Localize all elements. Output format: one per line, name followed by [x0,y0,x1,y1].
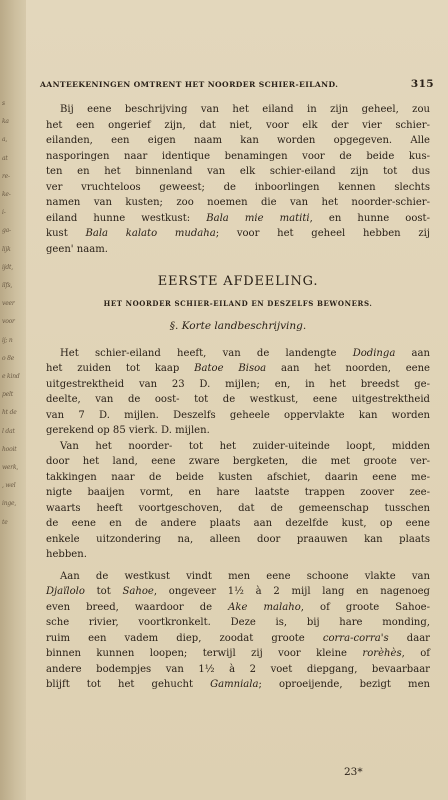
gutter-fragment: ht de [2,409,17,417]
text-line: blijft tot het gehucht Gamniala; oproeijende, bezigt men [46,679,430,690]
gutter-fragment: re- [2,172,10,180]
chapter-subheading: HET NOORDER SCHIER-EILAND EN DESZELFS BEWONERS. [103,298,373,308]
paragraph-1 [46,346,430,439]
gutter-fragment: ke- [2,191,11,198]
text-line: nasporingen naar identique benamingen voor de beide kus- [46,150,430,162]
gutter-fragment: ga- [2,227,11,235]
place-name: Djaïlolo [46,586,85,597]
text-line: namen van kusten; zoo noemen die van het noorder-schier- [46,197,430,208]
body-text [46,102,430,693]
facing-page-gutter [0,0,27,800]
signature-mark: 23* [344,766,363,778]
running-head-title: AANTEEKENINGEN OMTRENT HET NOORDER SCHIER-EILAND. [40,80,339,89]
text-line: waarts heeft voortgeschoven, dat de gemeenschap tusschen [46,502,430,514]
gutter-fragment: voor [2,318,15,326]
page-number: 315 [410,78,434,90]
text-line: van 7 D. mijlen. Deszelfs geheele oppervlakte kan worden [46,409,430,421]
gutter-fragment: werk, [2,464,19,471]
text-line: eiland hunne westkust: Bala mie matiti, en hunne oost- [46,212,430,224]
boat-term: corra-corra's [322,632,389,644]
place-name: Gamniala [210,679,259,690]
paragraph-2 [46,439,430,563]
running-head [40,78,434,94]
text-line: gerekend op 85 vierk. D. mijlen. [46,425,210,436]
text-line: binnen kunnen loopen; terwijl zij voor kleine rorèhès, of [46,648,430,659]
text-line: eilanden, een eigen naam kan worden opgegeven. Alle [46,135,430,146]
gutter-fragment: inge, [2,500,17,508]
river-name: Ake malaho [228,601,301,613]
text-line: geen' naam. [46,243,108,255]
place-name: Sahoe [122,586,154,597]
gutter-fragment: te [2,518,8,526]
gutter-fragment: veer [2,300,15,308]
gutter-fragment: at [2,154,8,162]
gutter-fragment: hooit [2,445,17,453]
text-line: het zuiden tot kaap Batoe Bisoa aan het noorden, eene [46,363,431,374]
text-line: Bij eene beschrijving van het eiland in zijn geheel, zou [60,104,430,115]
text-line: enkele uitzondering na, alleen door praauwen kan plaats [46,533,430,545]
place-name: Bala kalato mudaha [85,228,216,239]
gutter-fragment: pelt [2,391,13,399]
gutter-fragment: lijk [2,245,11,253]
text-line: door het land, eene zware bergketen, die met groote ver- [46,456,430,467]
text-line: Aan de westkust vindt men eene schoone vlakte van [60,570,430,582]
text-line: kust Bala kalato mudaha; voor het geheel hebben zij [46,228,430,239]
text-line: nigte baaijen vormt, en hare laatste trappen zoover zee- [46,487,430,498]
text-line: het een ongerief zijn, dat niet, voor elk der vier schier- [46,119,430,131]
gutter-fragment: l dat [2,427,15,435]
gutter-fragment: ka [2,118,9,126]
gutter-fragment: i- [2,209,6,217]
text-line: de eene en de andere plaats aan dezelfde kust, op eene [46,518,430,529]
gutter-fragment: a, [2,136,8,144]
text-line: ruim een vadem diep, zoodat groote corra-corra's daar [46,632,430,644]
intro-paragraph [46,102,430,257]
boat-term: rorèhès [362,648,402,659]
text-line: Djaïlolo tot Sahoe, ongeveer 1½ à 2 mijl lang en nagenoeg [46,586,430,597]
section-title: §. Korte landbeschrijving. [169,320,307,332]
gutter-fragment: ij; n [2,336,13,344]
place-name: Dodinga [352,347,396,359]
place-name: Batoe Bisoa [194,363,267,374]
text-line: hebben. [46,549,87,560]
text-line: ver vruchteloos geweest; de inboorlingen kennen slechts [46,181,430,193]
paragraph-3 [46,569,430,693]
text-line: Het schier-eiland heeft, van de landengte Dodinga aan [60,347,430,359]
gutter-fragment: , wel [2,482,16,490]
gutter-fragment: ijdt, [2,263,13,271]
text-line: takkingen naar de beide kusten afschiet, daarin eene me- [46,471,430,483]
gutter-fragment: s [2,100,5,107]
text-line: even breed, waardoor de Ake malaho, of groote Sahoe- [46,601,431,613]
text-line: sche rivier, voortkronkelt. Deze is, bij hare monding, [46,617,430,628]
gutter-fragment: o 8e [2,354,15,362]
book-page [26,0,448,800]
text-line: Van het noorder- tot het zuider-uiteinde loopt, midden [60,440,430,452]
text-line: deelte, van de oost- tot de westkust, eene uitgestrektheid [46,394,430,405]
place-name: Bala mie matiti [206,212,310,224]
gutter-fragment: e kind [2,373,20,380]
text-line: uitgestrektheid van 23 D. mijlen; en, in het breedst ge- [46,378,430,390]
chapter-heading: EERSTE AFDEELING. [157,274,319,289]
gutter-fragment: ilfs, [2,282,13,289]
text-line: ten en het binnenland van elk schier-eiland zijn tot dus [46,166,430,177]
text-line: andere bodempjes van 1½ à 2 voet diepgang, bevaarbaar [46,663,430,675]
